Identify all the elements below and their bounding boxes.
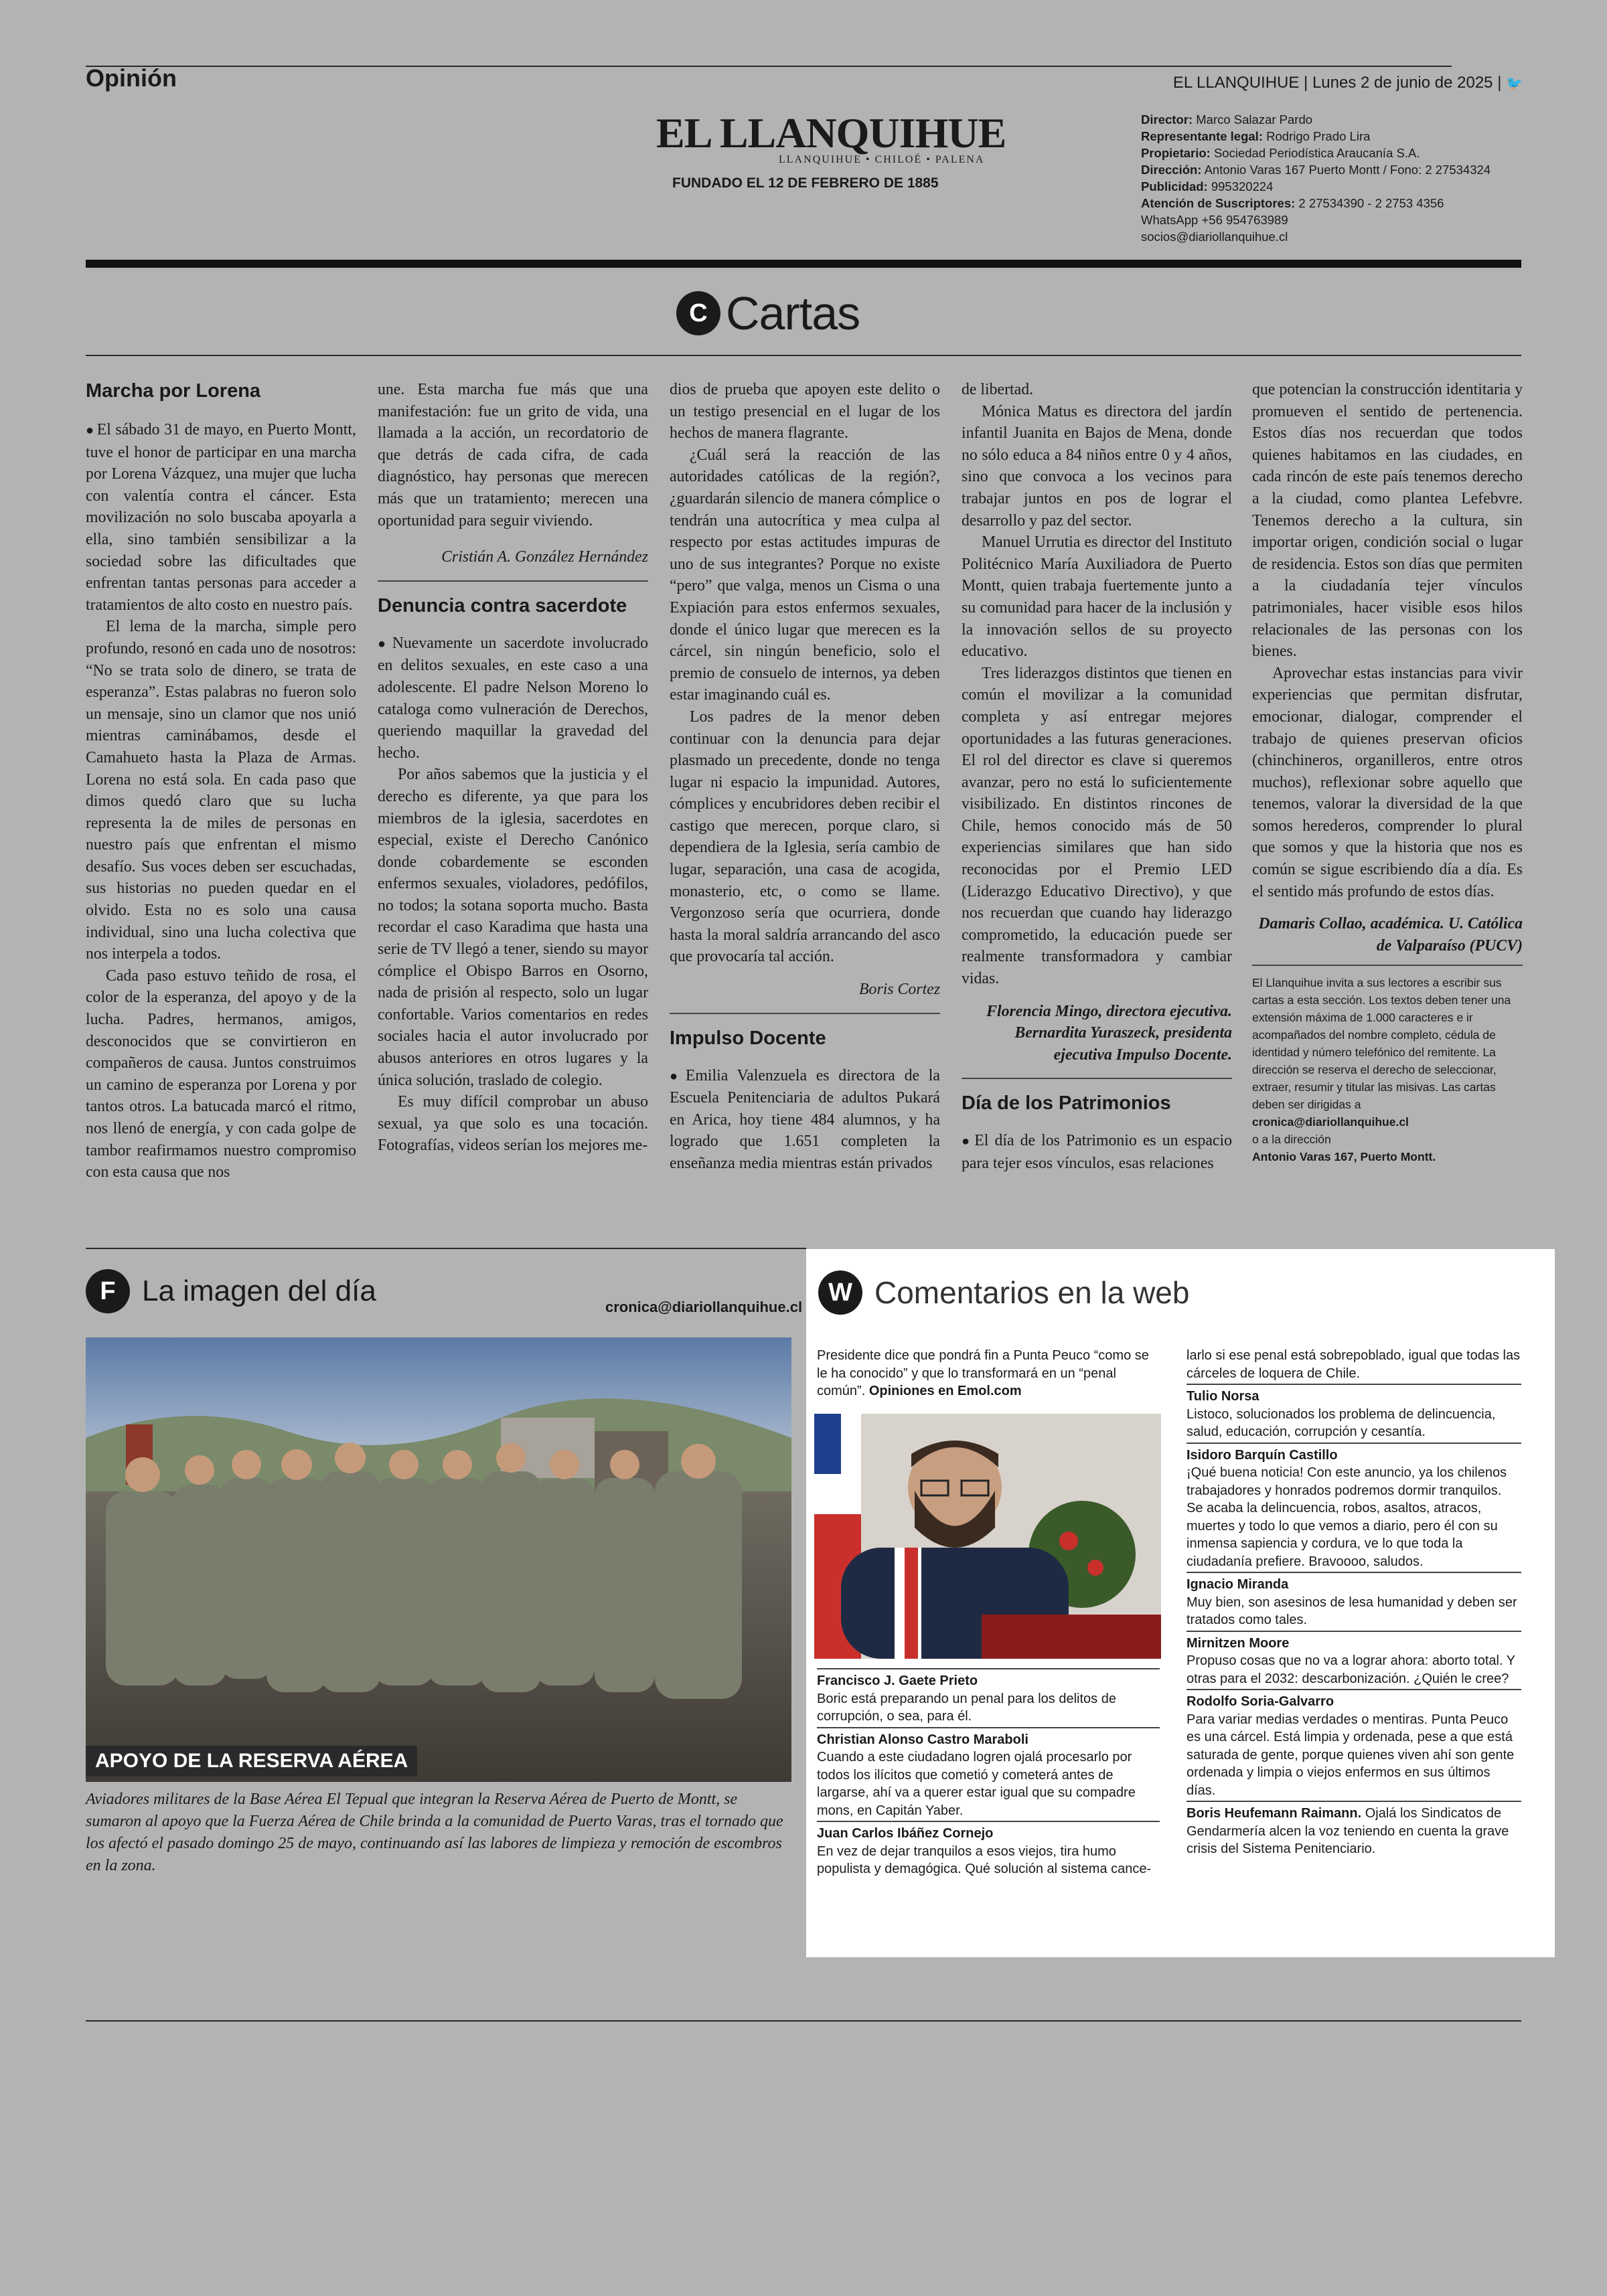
credit-value: socios@diariollanquihue.cl [1141,230,1288,244]
letter-paragraph-text: El día de los Patrimonio es un espacio para tejer esos vínculos, esas relaciones [962,1132,1232,1172]
credits-box [1141,111,1543,245]
bullet-icon [86,421,97,438]
web-intro-text: Presidente dice que pondrá fin a Punta Peuco “como se le ha conocido” y que lo transformará en un “penal común”. [817,1348,1149,1398]
letter-title: Impulso Docente [670,1027,826,1049]
commenter-name: Mirnitzen Moore [1187,1635,1290,1651]
imagen-header [86,1269,376,1313]
credit-label: Publicidad: [1141,179,1208,193]
letter-title: Denuncia contra sacerdote [378,594,627,617]
credit-value: Antonio Varas 167 Puerto Montt / Fono: 2 27534324 [1204,163,1491,177]
letter-paragraph: Los padres de la menor deben continuar con la denuncia para dejar plasmado un precedente, donde no tenga lugar ni espacio la impunidad. Autores, cómplices y encubridores deben recibir el castigo que merecen, porque claro, si dependiera de la Iglesia, sería cambio de lugar, separación, una casa de acogida, monasterio, etc, o como se llame. Vergonzoso sería que ocurriera, donde hasta la moral saldría arrancando del asco que provocaría tal acción. [670,708,940,966]
letter-paragraph: Manuel Urrutia es director del Instituto Politécnico María Auxiliadora de Puerto Montt, quien trabaja fuertemente junto a su comunidad para hacer de la inclusión y la innovación sellos de su proyecto educativo. [962,534,1232,661]
credit-label: Propietario: [1141,146,1211,160]
photo-caption-bar: APOYO DE LA RESERVA AÉREA [86,1746,417,1777]
letters-notice [1252,974,1523,1165]
letter-paragraph-text: Emilia Valenzuela es directora de la Escuela Penitenciaria de adultos Pukará en Arica, hoy tiene 484 alumnos, y ha logrado que 1.651 completen la enseñanza media mientras están privados [670,1066,940,1172]
credit-line [1141,161,1543,178]
credit-value: 995320224 [1211,179,1274,193]
comment-text: Boric está preparando un penal para los delitos de corrupción, o sea, para él. [817,1691,1116,1724]
web-comment [1187,1384,1521,1441]
credit-label: Atención de Suscriptores: [1141,196,1296,210]
letter-paragraph: ¿Cuál será la reacción de las autoridades católicas de la región?, ¿guardarán silencio de manera cómplice o tendrán una autocrítica y mea culpa al respecto por estas actitudes impuras de uno de sus integrantes? Porque no existe “pero” que valga, menos un Cisma o una Expiación para estos enfermos sexuales, donde el único lugar que merecen es la cárcel, sin ningún beneficio, solo el premio de consuelo de internos, ya deben estar imaginando cuál es. [670,446,940,704]
credit-value: Rodrigo Prado Lira [1266,129,1371,143]
letter-paragraph: Por años sabemos que la justicia y el derecho es diferente, ya que para los miembros de la iglesia, sacerdotes en especial, existe el Derecho Canónico donde cobardemente se esconden enfermos sexuales, violadores, pedófilos, no todos; la sotana soporta mucho. Basta recordar el caso Karadima que hasta una serie de TV llegó a tener, siendo su mayor cómplice el Obispo Barros en Osorno, nada de prisión al respecto, solo un lugar confortable. Varios comentarios en redes sociales hacia el autor involucrado por abusos anteriores en otros lugares y la única solución, traslado de colegio. [378,766,648,1089]
comment-text: ¡Qué buena noticia! Con este anuncio, ya los chilenos trabajadores y honrados podremos dormir tranquilos. Se acaba la delincuencia, robos, asaltos, atracos, muertes y todo lo que vemos a diario, pero él con su inmensa sapiencia y cordura, ve lo que toda la ciudadanía prefiere. Bravoooo, saludos. [1187,1465,1507,1569]
web-comment [1187,1801,1521,1858]
credit-label: Dirección: [1141,163,1202,177]
credit-line [1141,228,1543,245]
letter-column-1 [86,379,356,1183]
signature: Florencia Mingo, directora ejecutiva. Bernardita Yuraszeck, presidenta ejecutiva Impulso Docente. [986,1002,1232,1064]
web-comment [817,1821,1160,1878]
section-label: Opinión [86,64,177,92]
notice-o: o a la dirección [1252,1133,1331,1147]
signature: Cristián A. González Hernández [441,548,648,566]
bullet-icon [962,1132,974,1149]
web-badge: W [818,1270,862,1315]
commenter-name: Ignacio Miranda [1187,1577,1289,1592]
imagen-badge: F [86,1269,130,1313]
letter-paragraph [962,1130,1232,1174]
masthead: EL LLANQUIHUE [656,109,1006,157]
web-comment [817,1727,1160,1820]
dateline [1173,74,1523,92]
letter-paragraph: dios de prueba que apoyen este delito o un testigo presencial en el lugar de los hechos de manera flagrante. [670,381,940,442]
web-intro-source[interactable]: Opiniones en Emol.com [868,1384,1022,1398]
notice-address: Antonio Varas 167, Puerto Montt. [1252,1150,1436,1164]
credit-value: WhatsApp +56 954763989 [1141,213,1288,227]
divider [670,1013,940,1014]
letter-title: Marcha por Lorena [86,380,261,402]
founded-line: FUNDADO EL 12 DE FEBRERO DE 1885 [672,175,939,191]
commenter-name: Rodolfo Soria-Galvarro [1187,1694,1334,1709]
photo-image [86,1337,791,1782]
commenter-name: Christian Alonso Castro Maraboli [817,1732,1028,1747]
cartas-header [676,286,860,340]
commenter-name: Tulio Norsa [1187,1389,1259,1404]
letter-paragraph: Cada paso estuvo teñido de rosa, el color de la esperanza, del apoyo y de la lucha. Padres, hermanos, amigos, desconocidos que se convirtieron en compañeros de causa. Juntos construimos un camino de esperanza por Lorena y por tantos otros. La batucada marcó el ritmo, nos llenó de energía, y con cada golpe de tambor reafirmamos nuestro compromiso con esta causa que nos [86,967,356,1181]
letter-column-3 [670,379,940,1175]
credit-line [1141,178,1543,195]
letter-paragraph: Es muy difícil comprobar un abuso sexual, ya que solo es una tocación. Fotografías, videos serían los mejores me- [378,1093,648,1155]
imagen-title: La imagen del día [142,1275,376,1307]
imagen-email[interactable]: cronica@diariollanquihue.cl [605,1299,803,1315]
web-intro [817,1347,1160,1400]
letter-paragraph [670,1065,940,1175]
twitter-icon[interactable]: 🐦 [1506,76,1523,91]
letter-paragraph-text: Nuevamente un sacerdote involucrado en delitos sexuales, en este caso a una adolescente. El padre Nelson Moreno lo cataloga como vulneración de Derechos, queriendo maquillar la gravedad del hecho. [378,634,648,762]
credit-value: Marco Salazar Pardo [1196,112,1313,127]
comment-text: En vez de dejar tranquilos a esos viejos, tira humo populista y demagógica. Qué solución al sistema cance- [817,1843,1152,1876]
letter-paragraph: une. Esta marcha fue más que una manifestación: fue un grito de vida, una llamada a la acción, un recordatorio de que detrás de cada cifra, de cada diagnóstico, hay personas que merecen más que un tratamiento; merecen una oportunidad para seguir viviendo. [378,381,648,529]
credit-line [1141,128,1543,145]
letter-paragraph [378,633,648,764]
web-comment [1187,1631,1521,1688]
letter-paragraph: Tres liderazgos distintos que tienen en común el movilizar a la comunidad completa y así entregar mejores oportunidades a las futuras generaciones. El rol del director es clave si queremos avanzar, pero no está lo suficientemente visibilizado. En distintos rincones de Chile, hemos conocido más de 50 experiencias similares que han sido reconocidas por el Premio LED (Liderazgo Educativo Directivo), y que nos recuerdan que cuando hay liderazgo comprometido, la educación puede ser realmente transformadora y cambiar vidas. [962,664,1232,988]
divider [378,580,648,582]
masthead-subtitle: LLANQUIHUE • CHILOÉ • PALENA [779,154,985,165]
web-comment [1187,1689,1521,1799]
letter-column-5 [1252,379,1523,1165]
letter-title: Día de los Patrimonios [962,1092,1171,1115]
notice-email[interactable]: cronica@diariollanquihue.cl [1252,1115,1409,1129]
divider [1252,965,1523,966]
web-comment-continuation: larlo si ese penal está sobrepoblado, igual que todas las cárceles de loquera de Chile. [1187,1348,1521,1381]
web-header [818,1270,1189,1315]
letter-paragraph [86,419,356,616]
bullet-icon [670,1067,686,1084]
credit-label: Director: [1141,112,1193,127]
comment-text: Listoco, solucionados los problema de delincuencia, salud, educación, corrupción y cesantía. [1187,1406,1496,1439]
divider [962,1078,1232,1079]
credit-line [1141,111,1543,128]
comment-text: Para variar medias verdades o mentiras. Punta Peuco es una cárcel. Está limpia y ordenada, pese a que está saturada de gente, porque quienes viven ahí son gente ordenada y limpia o viejos enfermos en sus últimos días. [1187,1712,1515,1798]
cartas-badge: C [676,291,720,335]
letter-column-4 [962,379,1232,1175]
notice-text: El Llanquihue invita a sus lectores a escribir sus cartas a esta sección. Los textos deben tener una extensión máxima de 1.000 caracteres e ir acompañados del nombre completo, cédula de identidad y número telefónico del remitente. La dirección se reserva el derecho de seleccionar, extraer, resumir y titular las misivas. Las cartas deben ser dirigidas a [1252,976,1511,1112]
comment-text: Ojalá los Sindicatos de Gendarmería alcen la voz teniendo en cuenta la grave crisis del Sistema Penitenciario. [1187,1806,1509,1856]
president-photo-image [814,1414,1161,1659]
letter-paragraph: de libertad. [962,381,1034,398]
cartas-title: Cartas [726,287,860,339]
credit-value: 2 27534390 - 2 2753 4356 [1298,196,1444,210]
credit-line [1141,145,1543,161]
photo-president [814,1414,1161,1659]
web-comment [817,1668,1160,1726]
comment-text: Muy bien, son asesinos de lesa humanidad y deben ser tratados como tales. [1187,1594,1517,1627]
web-comment [1187,1443,1521,1571]
letter-paragraph: que potencian la construcción identitaria y promueven el sentido de pertenencia. Estos días nos recuerdan que todos quienes habitamos en las ciudades, en cada rincón de este país tenemos derecho a la ciudad, como plantea Lefebvre. Tenemos derecho a la cultura, sin importar origen, condición social o lugar de residencia. Estos son días que permiten a la ciudadanía tejer vínculos patrimoniales, hacer visible esos hilos relacionales de las personas con los bienes. [1252,381,1523,661]
bullet-icon [378,635,392,652]
letter-paragraph-text: El sábado 31 de mayo, en Puerto Montt, tuve el honor de participar en una marcha por Lorena Vázquez, una mujer que lucha con valentía contra el cáncer. Esta movilización no solo buscaba apoyarla a ella, sino también sensibilizar a la sociedad sobre las dificultades que enfrentan tantas personas para acceder a tratamientos de alto costo en nuestro país. [86,421,356,614]
credit-line [1141,212,1543,228]
comment-text: Propuso cosas que no va a lograr ahora: aborto total. Y otras para el 2032: descarbonización. ¿Quién le cree? [1187,1653,1515,1686]
web-comments-left [817,1667,1160,1878]
web-comment [1187,1572,1521,1629]
web-comments-right [1187,1347,1521,1858]
photo-caption: Aviadores militares de la Base Aérea El Tepual que integran la Reserva Aérea de Puerto de Montt, se sumaron al apoyo que la Fuerza Aérea de Chile brinda a la comunidad de Puerto Varas, tras el tornado que los afectó el pasado domingo 25 de mayo, continuando así las labores de limpieza y remoción de escombros en la zona. [86,1791,783,1874]
dateline-text: EL LLANQUIHUE | Lunes 2 de junio de 2025 | [1172,74,1502,92]
signature: Damaris Collao, académica. U. Católica de Valparaíso (PUCV) [1258,915,1523,955]
photo-reserva-aerea [86,1337,791,1782]
letter-paragraph: El lema de la marcha, simple pero profundo, resonó en cada uno de nosotros: “No se trata solo de dinero, se trata de esperanza”. Estas palabras no fueron solo un mensaje, sino un clamor que nos unió mientras caminábamos, desde el Camahueto hasta la Plaza de Armas. Lorena no está sola. En cada paso que dimos quedó claro que su lucha representa la de miles de personas en nuestro país que enfrentan el mismo desafío. Sus voces deben ser escuchadas, sus historias no pueden quedar en el olvido. Esta no es solo una causa individual, sino una lucha colectiva que nos interpela a todos. [86,618,356,963]
web-title: Comentarios en la web [874,1275,1190,1310]
letter-column-2 [378,379,648,1157]
letter-paragraph: Aprovechar estas instancias para vivir experiencias que permitan disfrutar, emocionar, dialogar, comprender el trabajo de quienes preservan oficios (chinchineros, organilleros, entre otros muchos), reflexionar sobre aquello que tenemos, valorar la diversidad de la que somos herederos, comprender lo plural que somos y que la historia que nos es común se sigue escribiendo día a día. Es el sentido más profundo de estos días. [1252,664,1523,900]
signature: Boris Cortez [859,981,940,999]
comment-text: Cuando a este ciudadano logren ojalá procesarlo por todos los ilícitos que cometió y cometerá antes de largarse, ahí va a querer estar igual que su compadre mons, en Capitán Yaber. [817,1750,1136,1818]
letter-paragraph: Mónica Matus es directora del jardín infantil Juanita en Bajos de Mena, donde no sólo educa a 84 niños entre 0 y 4 años, sino que convoca a los vecinos para trabajar juntos en pos de lograr el desarrollo y paz del sector. [962,402,1232,529]
commenter-name: Boris Heufemann Raimann. [1187,1806,1362,1821]
credit-value: Sociedad Periodística Araucanía S.A. [1213,146,1420,160]
credit-line [1141,195,1543,212]
commenter-name: Juan Carlos Ibáñez Cornejo [817,1826,994,1841]
commenter-name: Francisco J. Gaete Prieto [817,1673,978,1688]
commenter-name: Isidoro Barquín Castillo [1187,1447,1338,1463]
credit-label: Representante legal: [1141,129,1263,143]
